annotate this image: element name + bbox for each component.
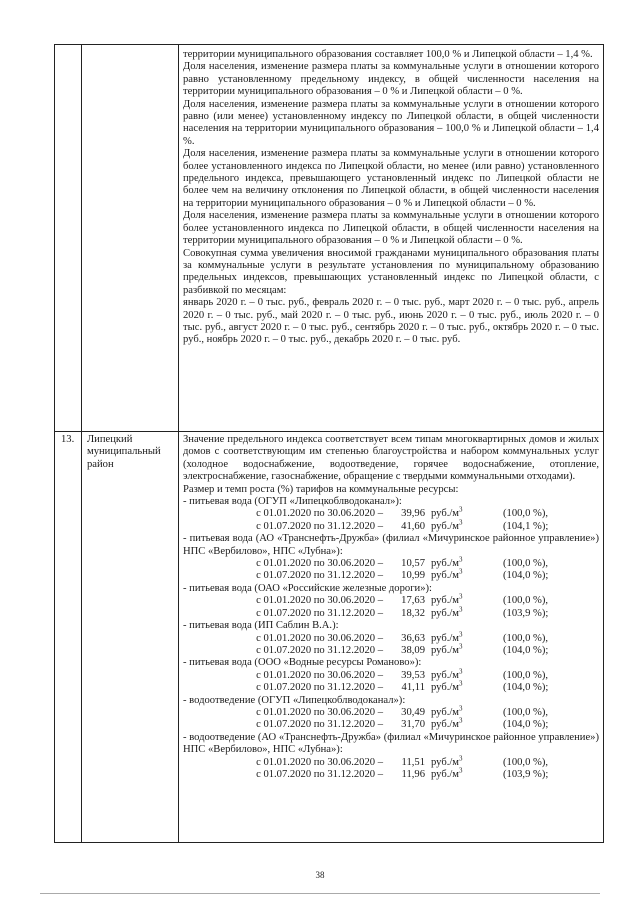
tariff-row: [183, 518, 599, 533]
tariff-period: с 01.01.2020 по 30.06.2020 –: [256, 558, 383, 570]
tariff-period: с 01.07.2020 по 31.12.2020 –: [256, 682, 383, 694]
tariff-unit-wrap: [425, 518, 491, 533]
tariff-group-label: - питьевая вода (ИП Саблин В.А.):: [183, 620, 339, 632]
tariff-value: 38,09: [401, 644, 425, 656]
unit-superscript: 3: [459, 505, 463, 514]
tariff-growth-percent: (100,0 %),: [503, 632, 549, 644]
unit-superscript: 3: [459, 766, 463, 775]
tariff-row: [183, 754, 599, 769]
bottom-rule: [40, 893, 600, 894]
tariff-row: [183, 766, 599, 781]
tariff-unit-wrap: [425, 716, 491, 731]
unit-superscript: 3: [459, 642, 463, 651]
tariff-unit-wrap: [425, 754, 491, 769]
tariff-unit-wrap: [425, 642, 491, 657]
tariff-group-label: - водоотведение (АО «Транснефть-Дружба» (филиал «Мичуринское районное управление») НПС «Вербилово», НПС «Лубна»):: [183, 731, 599, 756]
tariff-growth-percent: (100,0 %),: [503, 508, 549, 520]
tariff-period: с 01.07.2020 по 31.12.2020 –: [256, 607, 383, 619]
tariff-growth-percent: (104,0 %);: [503, 570, 549, 582]
row1-paragraph: Доля населения, изменение размера платы за коммунальные услуги в отношении которого более установленного индекса по Липецкой области, в общей численности населения на территории муниципального образования – 0 % и Липецкой области – 0 %.: [183, 210, 599, 247]
tariff-value: 17,63: [401, 595, 425, 607]
tariff-growth-percent: (100,0 %),: [503, 669, 549, 681]
tariff-value: 18,32: [401, 607, 425, 619]
tariff-growth-percent: (100,0 %),: [503, 558, 549, 570]
tariff-unit: руб./м: [431, 632, 459, 644]
tariff-period: с 01.07.2020 по 31.12.2020 –: [256, 520, 383, 532]
tariff-value: 11,96: [401, 768, 425, 780]
row-number: 13.: [61, 434, 75, 445]
tariff-group-label: - питьевая вода (ОГУП «Липецкоблводоканал»):: [183, 496, 402, 508]
tariff-value: 39,53: [401, 669, 425, 681]
tariff-unit: руб./м: [431, 595, 459, 607]
unit-superscript: 3: [459, 754, 463, 763]
tariff-value: 30,49: [401, 706, 425, 718]
tariff-unit: руб./м: [431, 508, 459, 520]
tariff-growth-percent: (103,9 %);: [503, 768, 549, 780]
tariff-value: 41,60: [401, 520, 425, 532]
tariff-unit-wrap: [425, 605, 491, 620]
tariff-period: с 01.01.2020 по 30.06.2020 –: [256, 595, 383, 607]
tariff-value: 10,99: [401, 570, 425, 582]
tariff-period: с 01.07.2020 по 31.12.2020 –: [256, 719, 383, 731]
tariff-unit: руб./м: [431, 719, 459, 731]
unit-superscript: 3: [459, 716, 463, 725]
tariff-row: [183, 592, 599, 607]
tariff-unit-wrap: [425, 766, 491, 781]
unit-superscript: 3: [459, 667, 463, 676]
tariff-value: 41,11: [401, 682, 425, 694]
tariff-group-label: - питьевая вода (АО «Транснефть-Дружба» (филиал «Мичуринское районное управление») НПС «Вербилово», НПС «Лубна»):: [183, 533, 599, 557]
tariff-period: с 01.01.2020 по 30.06.2020 –: [256, 669, 383, 681]
tariff-growth-percent: (104,0 %);: [503, 644, 549, 656]
index-intro: Значение предельного индекса соответствует всем типам многоквартирных домов и жилых домов с соответствующим им степенью благоустройства и набором коммунальных услуг (холодное водоснабжение, водоотведение, горячее водоснабжение, отопление, электроснабжение, газоснабжение, обращение с твердыми коммунальными отходами).: [183, 434, 599, 483]
column-divider-district: [178, 44, 179, 843]
tariff-value: 11,51: [401, 756, 425, 768]
tariff-growth-percent: (100,0 %),: [503, 595, 549, 607]
tariff-growth-percent: (103,9 %);: [503, 607, 549, 619]
tariff-value: 31,70: [401, 719, 425, 731]
unit-superscript: 3: [459, 629, 463, 638]
tariff-row: [183, 667, 599, 682]
tariff-growth-percent: (104,0 %);: [503, 719, 549, 731]
tariff-period: с 01.01.2020 по 30.06.2020 –: [256, 508, 383, 520]
tariff-unit: руб./м: [431, 756, 459, 768]
tariff-row: [183, 605, 599, 620]
row1-paragraph: территории муниципального образования составляет 100,0 % и Липецкой области – 1,4 %.: [183, 49, 593, 60]
tariff-row: [183, 679, 599, 694]
tariff-period: с 01.07.2020 по 31.12.2020 –: [256, 570, 383, 582]
unit-superscript: 3: [459, 592, 463, 601]
tariff-row: [183, 716, 599, 731]
row1-paragraph: Доля населения, изменение размера платы за коммунальные услуги в отношении которого равно (или менее) установленному индексу по Липецкой области, в общей численности населения на территории муниципального образования – 100,0 % и Липецкой области – 1,4 %.: [183, 98, 599, 147]
tariff-group-label: - водоотведение (ОГУП «Липецкоблводоканал»):: [183, 694, 406, 706]
tariff-growth-percent: (104,0 %);: [503, 682, 549, 694]
row-divider: [54, 431, 604, 432]
row1-content: [183, 49, 599, 347]
unit-superscript: 3: [459, 518, 463, 527]
tariff-row: [183, 642, 599, 657]
tariff-unit-wrap: [425, 567, 491, 582]
tariff-unit: руб./м: [431, 607, 459, 619]
tariff-period: с 01.01.2020 по 30.06.2020 –: [256, 706, 383, 718]
tariff-unit: руб./м: [431, 570, 459, 582]
page-number: 38: [315, 870, 325, 880]
row1-paragraph: Доля населения, изменение размера платы за коммунальные услуги в отношении которого более установленного индекса по Липецкой области, но менее (или равно) установленного предельного индекса, превышающего установленный индекс по Липецкой области не более чем на величину отклонения по Липецкой области, в общей численности населения на территории муниципального образования – 0 % и Липецкой области – 0 %.: [183, 148, 599, 209]
tariff-value: 36,63: [401, 632, 425, 644]
unit-superscript: 3: [459, 605, 463, 614]
tariff-row: [183, 629, 599, 645]
tariff-group-label: - питьевая вода (ОАО «Российские железные дороги»):: [183, 582, 432, 594]
district-name: Липецкий муниципальный район: [87, 434, 161, 470]
tariff-unit-wrap: [425, 505, 491, 520]
tariff-period: с 01.07.2020 по 31.12.2020 –: [256, 768, 383, 780]
tariff-unit-wrap: [425, 592, 491, 607]
tariff-period: с 01.07.2020 по 31.12.2020 –: [256, 644, 383, 656]
tariff-unit-wrap: [425, 667, 491, 682]
tariffs-heading: Размер и темп роста (%) тарифов на коммунальные ресурсы:: [183, 483, 459, 495]
tariff-unit-wrap: [425, 679, 491, 694]
tariff-value: 10,57: [401, 558, 425, 570]
tariff-row: [183, 555, 599, 570]
row1-paragraph: январь 2020 г. – 0 тыс. руб., февраль 2020 г. – 0 тыс. руб., март 2020 г. – 0 тыс. руб., апрель 2020 г. – 0 тыс. руб., май 2020 г. – 0 тыс. руб., июнь 2020 г. – 0 тыс. руб., июль 2020 г. – 0 тыс. руб., август 2020 г. – 0 тыс. руб., сентябрь 2020 г. – 0 тыс. руб., октябрь 2020 г. – 0 тыс. руб., ноябрь 2020 г. – 0 тыс. руб., декабрь 2020 г. – 0 тыс. руб.: [183, 297, 599, 346]
tariff-row: [183, 505, 599, 520]
column-divider-number: [81, 44, 82, 843]
tariff-unit: руб./м: [431, 706, 459, 718]
unit-superscript: 3: [459, 567, 463, 576]
tariff-growth-percent: (100,0 %),: [503, 706, 549, 718]
tariff-value: 39,96: [401, 508, 425, 520]
tariff-unit: руб./м: [431, 682, 459, 694]
row1-paragraph: Доля населения, изменение размера платы за коммунальные услуги в отношении которого равно установленному предельному индексу, в общей численности населения на территории муниципального образования – 0 % и Липецкой области – 0 %.: [183, 61, 599, 98]
tariff-unit: руб./м: [431, 558, 459, 570]
tariff-unit-wrap: [425, 555, 491, 570]
tariff-unit: руб./м: [431, 520, 459, 532]
tariff-group-label: - питьевая вода (ООО «Водные ресурсы Романово»):: [183, 657, 422, 669]
unit-superscript: 3: [459, 679, 463, 688]
tariff-row: [183, 567, 599, 582]
tariff-unit-wrap: [425, 704, 491, 719]
row1-paragraph: Совокупная сумма увеличения вносимой гражданами муниципального образования платы за коммунальные услуги в результате установления по муниципальному образованию предельных индексов, превышающих установленный индекс по Липецкой области, с разбивкой по месяцам:: [183, 247, 599, 296]
tariff-groups: [183, 496, 599, 781]
unit-superscript: 3: [459, 555, 463, 564]
tariff-period: с 01.01.2020 по 30.06.2020 –: [256, 632, 383, 644]
row2-content: [183, 434, 599, 781]
tariff-row: [183, 704, 599, 719]
unit-superscript: 3: [459, 704, 463, 713]
tariff-unit: руб./м: [431, 644, 459, 656]
tariff-growth-percent: (104,1 %);: [503, 520, 549, 532]
tariff-unit-wrap: [425, 629, 491, 645]
tariff-unit: руб./м: [431, 768, 459, 780]
tariff-period: с 01.01.2020 по 30.06.2020 –: [256, 756, 383, 768]
tariff-growth-percent: (100,0 %),: [503, 756, 549, 768]
tariff-unit: руб./м: [431, 669, 459, 681]
